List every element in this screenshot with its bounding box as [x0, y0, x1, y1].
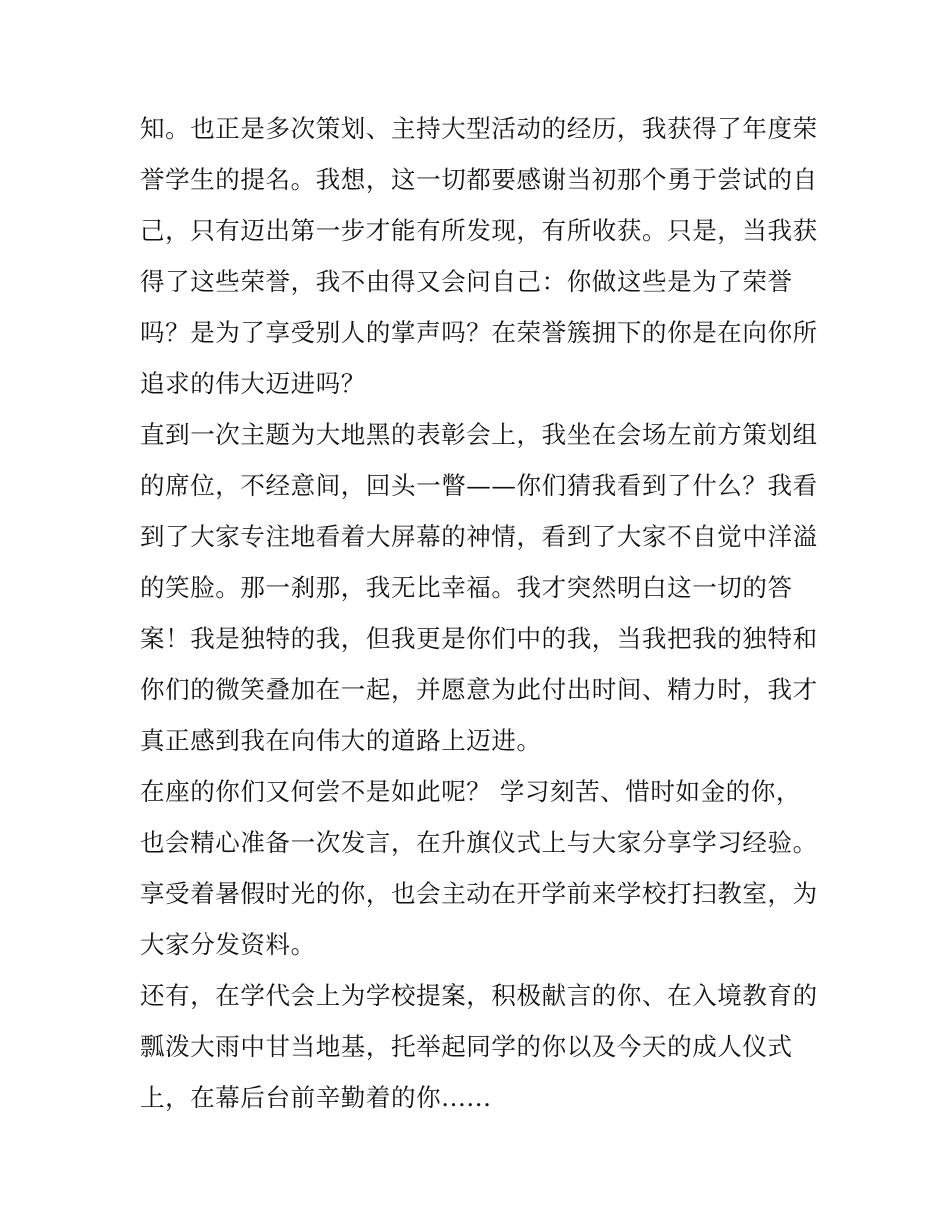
document-body — [140, 103, 820, 1123]
paragraph-4 — [140, 970, 820, 1123]
text-line: 也会精心准备一次发言，在升旗仪式上与大家分享学习经验。 — [140, 828, 818, 857]
paragraph-3 — [140, 766, 820, 970]
text-line: 案！我是独特的我，但我更是你们中的我，当我把我的独特和 — [140, 624, 818, 653]
text-line: 享受着暑假时光的你，也会主动在开学前来学校打扫教室，为 — [140, 879, 818, 908]
text-line: 还有，在学代会上为学校提案，积极献言的你、在入境教育的 — [140, 981, 818, 1010]
text-line: 己，只有迈出第一步才能有所发现，有所收获。只是，当我获 — [140, 216, 818, 245]
text-line: 得了这些荣誉，我不由得又会问自己：你做这些是为了荣誉 — [140, 267, 793, 296]
text-line: 直到一次主题为大地黑的表彰会上，我坐在会场左前方策划组 — [140, 420, 818, 449]
text-line: 的笑脸。那一刹那，我无比幸福。我才突然明白这一切的答 — [140, 573, 793, 602]
text-line: 知。也正是多次策划、主持大型活动的经历，我获得了年度荣 — [140, 114, 818, 143]
text-line: 上，在幕后台前辛勤着的你...... — [140, 1083, 492, 1112]
text-line: 的席位，不经意间，回头一瞥——你们猜我看到了什么？我看 — [140, 471, 818, 500]
text-line: 你们的微笑叠加在一起，并愿意为此付出时间、精力时，我才 — [140, 675, 818, 704]
text-line: 真正感到我在向伟大的道路上迈进。 — [140, 726, 542, 755]
paragraph-1 — [140, 103, 820, 409]
text-line: 大家分发资料。 — [140, 930, 316, 959]
text-line: 追求的伟大迈进吗？ — [140, 369, 366, 398]
text-line: 在座的你们又何尝不是如此呢？ 学习刻苦、惜时如金的你， — [140, 777, 801, 806]
paragraph-2 — [140, 409, 820, 766]
text-line: 到了大家专注地看着大屏幕的神情，看到了大家不自觉中洋溢 — [140, 522, 818, 551]
text-line: 吗？是为了享受别人的掌声吗？在荣誉簇拥下的你是在向你所 — [140, 318, 818, 347]
text-line: 誉学生的提名。我想，这一切都要感谢当初那个勇于尝试的自 — [140, 165, 818, 194]
text-line: 瓢泼大雨中甘当地基，托举起同学的你以及今天的成人仪式 — [140, 1032, 793, 1061]
